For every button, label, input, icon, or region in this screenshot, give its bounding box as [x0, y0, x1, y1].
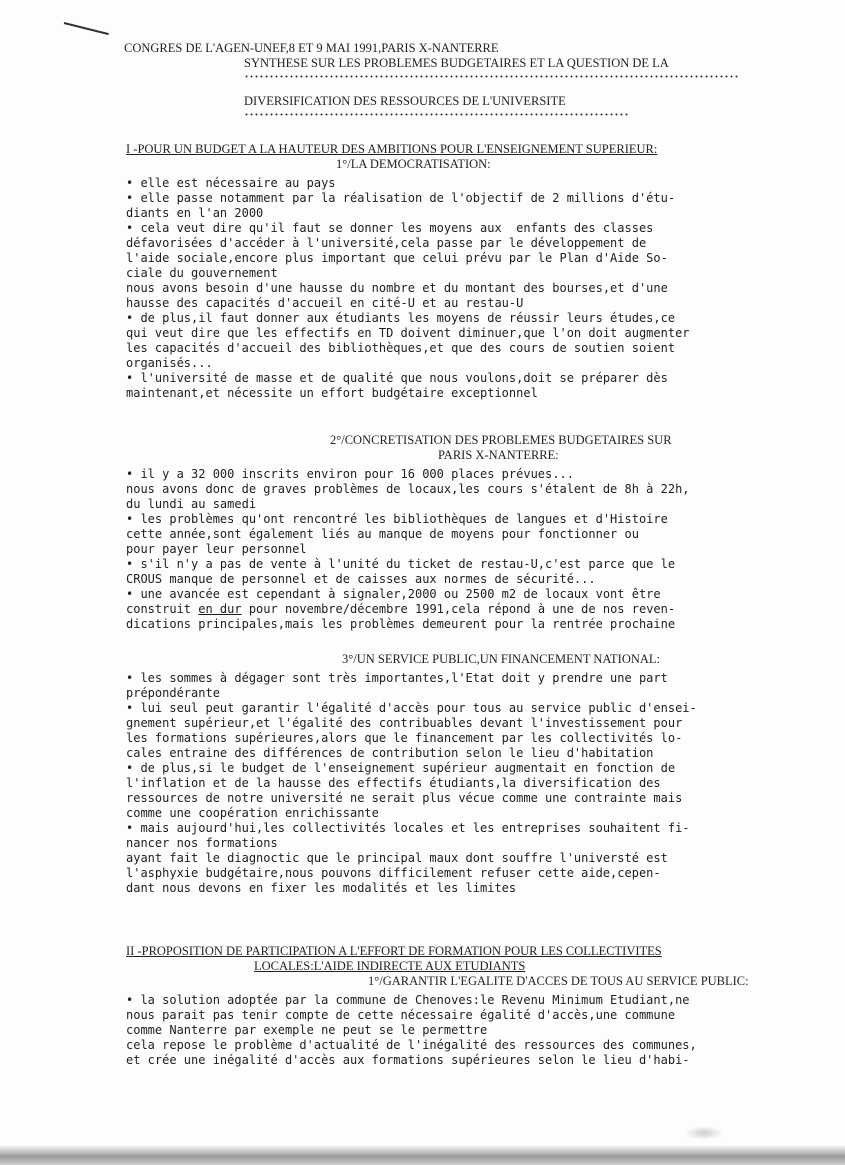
paragraph-line: cales entraine des différences de contribution selon le lieu d'habitation	[126, 746, 654, 760]
section-1-title: I -POUR UN BUDGET A LA HAUTEUR DES AMBITIONS POUR L'ENSEIGNEMENT SUPERIEUR:	[126, 142, 658, 156]
paragraph-line: et crée une inégalité d'accès aux formations supérieures selon le lieu d'habi-	[126, 1053, 690, 1067]
paragraph-line: hausse des capacités d'accueil en cité-U et au restau-U	[126, 296, 524, 310]
paragraph-line: prépondérante	[126, 686, 220, 700]
paragraph-line: CROUS manque de personnel et de caisses aux normes de sécurité...	[126, 572, 596, 586]
header-line-1: CONGRES DE L'AGEN-UNEF,8 ET 9 MAI 1991,PARIS X-NANTERRE	[124, 41, 499, 55]
header-line-2: SYNTHESE SUR LES PROBLEMES BUDGETAIRES ET LA QUESTION DE LA	[244, 56, 669, 70]
paragraph-line: ciale du gouvernement	[126, 266, 278, 280]
text-run: construit	[126, 602, 199, 616]
paragraph-line: qui veut dire que les effectifs en TD doivent diminuer,que l'on doit augmenter	[126, 326, 690, 340]
paragraph-line: • cela veut dire qu'il faut se donner les moyens aux enfants des classes	[126, 221, 654, 235]
paragraph-line: • mais aujourd'hui,les collectivités locales et les entreprises souhaitent fi-	[126, 821, 690, 835]
paragraph-line: nous avons besoin d'une hausse du nombre et du montant des bourses,et d'une	[126, 281, 668, 295]
header-line-3: DIVERSIFICATION DES RESSOURCES DE L'UNIVERSITE	[244, 94, 566, 108]
paragraph-line: • les problèmes qu'ont rencontré les bibliothèques de langues et d'Histoire	[126, 512, 668, 526]
paragraph-line: l'aide sociale,encore plus important que celui prévu par le Plan d'Aide So-	[126, 251, 668, 265]
dotted-rule	[244, 113, 628, 116]
section-2-title-cont: LOCALES:L'AIDE INDIRECTE AUX ETUDIANTS	[254, 959, 526, 973]
paragraph-line: • elle est nécessaire au pays	[126, 176, 336, 190]
paragraph-line: • s'il n'y a pas de vente à l'unité du ticket de restau-U,c'est parce que le	[126, 557, 676, 571]
paragraph-line: • les sommes à dégager sont très importantes,l'Etat doit y prendre une part	[126, 671, 668, 685]
underlined-text: en dur	[198, 602, 242, 616]
section-1-sub-2: 2°/CONCRETISATION DES PROBLEMES BUDGETAIRES SUR	[330, 433, 672, 447]
paragraph-line: les formations supérieures,alors que le financement par les collectivités lo-	[126, 731, 683, 745]
paragraph-line: • il y a 32 000 inscrits environ pour 16 000 places prévues...	[126, 467, 574, 481]
paragraph-line: • elle passe notamment par la réalisation de l'objectif de 2 millions d'étu-	[126, 191, 676, 205]
section-1-sub-2-cont: PARIS X-NANTERRE:	[438, 448, 559, 462]
scan-smudge	[684, 1126, 724, 1140]
paragraph-line: du lundi au samedi	[126, 497, 257, 511]
scanner-edge	[0, 1146, 845, 1165]
paragraph-line: • de plus,il faut donner aux étudiants les moyens de réussir leurs études,ce	[126, 311, 676, 325]
paragraph-line: comme une coopération enrichissante	[126, 806, 379, 820]
paragraph-line: gnement supérieur,et l'égalité des contribuables devant l'investissement pour	[126, 716, 683, 730]
paragraph-line	[126, 602, 675, 616]
paragraph-line: pour payer leur personnel	[126, 542, 307, 556]
paragraph-line: cette année,sont également liés au manque de moyens pour fonctionner ou	[126, 527, 639, 541]
paragraph-line: • une avancée est cependant à signaler,2000 ou 2500 m2 de locaux vont être	[126, 587, 661, 601]
paragraph-line: organisés...	[126, 356, 213, 370]
paragraph-line: dications principales,mais les problèmes demeurent pour la rentrée prochaine	[126, 617, 676, 631]
section-1-sub-1: 1°/LA DEMOCRATISATION:	[336, 157, 491, 171]
paragraph-line: ayant fait le diagnoctic que le principal maux dont souffre l'universté est	[126, 851, 668, 865]
paragraph-line: comme Nanterre par exemple ne peut se le permettre	[126, 1023, 488, 1037]
paragraph-line: ressources de notre université ne serait plus vécue comme une contrainte mais	[126, 791, 683, 805]
paragraph-line: les capacités d'accueil des bibliothèques,et que des cours de soutien soient	[126, 341, 676, 355]
paragraph-line: nous avons donc de graves problèmes de locaux,les cours s'étalent de 8h à 22h,	[126, 482, 690, 496]
paragraph-line: nancer nos formations	[126, 836, 278, 850]
paragraph-line: diants en l'an 2000	[126, 206, 264, 220]
paragraph-line: • l'université de masse et de qualité que nous voulons,doit se préparer dès	[126, 371, 668, 385]
paragraph-line: • la solution adoptée par la commune de Chenoves:le Revenu Minimum Etudiant,ne	[126, 993, 690, 1007]
dotted-rule	[244, 75, 738, 78]
paragraph-line: maintenant,et nécessite un effort budgétaire exceptionnel	[126, 386, 538, 400]
pen-mark	[64, 22, 109, 35]
paragraph-line: l'inflation et de la hausse des effectifs étudiants,la diversification des	[126, 776, 661, 790]
paragraph-line: dant nous devons en fixer les modalités et les limites	[126, 881, 517, 895]
text-run: pour novembre/décembre 1991,cela répond à une de nos reven-	[241, 602, 676, 616]
paragraph-line: • lui seul peut garantir l'égalité d'accès pour tous au service public d'ensei-	[126, 701, 697, 715]
section-2-sub-1: 1°/GARANTIR L'EGALITE D'ACCES DE TOUS AU SERVICE PUBLIC:	[368, 974, 749, 988]
paragraph-line: défavorisées d'accéder à l'université,cela passe par le développement de	[126, 236, 647, 250]
paragraph-line: • de plus,si le budget de l'enseignement supérieur augmentait en fonction de	[126, 761, 676, 775]
section-1-sub-3: 3°/UN SERVICE PUBLIC,UN FINANCEMENT NATIONAL:	[342, 652, 661, 666]
paragraph-line: nous parait pas tenir compte de cette nécessaire égalité d'accès,une commune	[126, 1008, 676, 1022]
paragraph-line: l'asphyxie budgétaire,nous pouvons difficilement refuser cette aide,cepen-	[126, 866, 661, 880]
section-2-title: II -PROPOSITION DE PARTICIPATION A L'EFFORT DE FORMATION POUR LES COLLECTIVITES	[126, 944, 662, 958]
paragraph-line: cela repose le problème d'actualité de l'inégalité des ressources des communes,	[126, 1038, 697, 1052]
